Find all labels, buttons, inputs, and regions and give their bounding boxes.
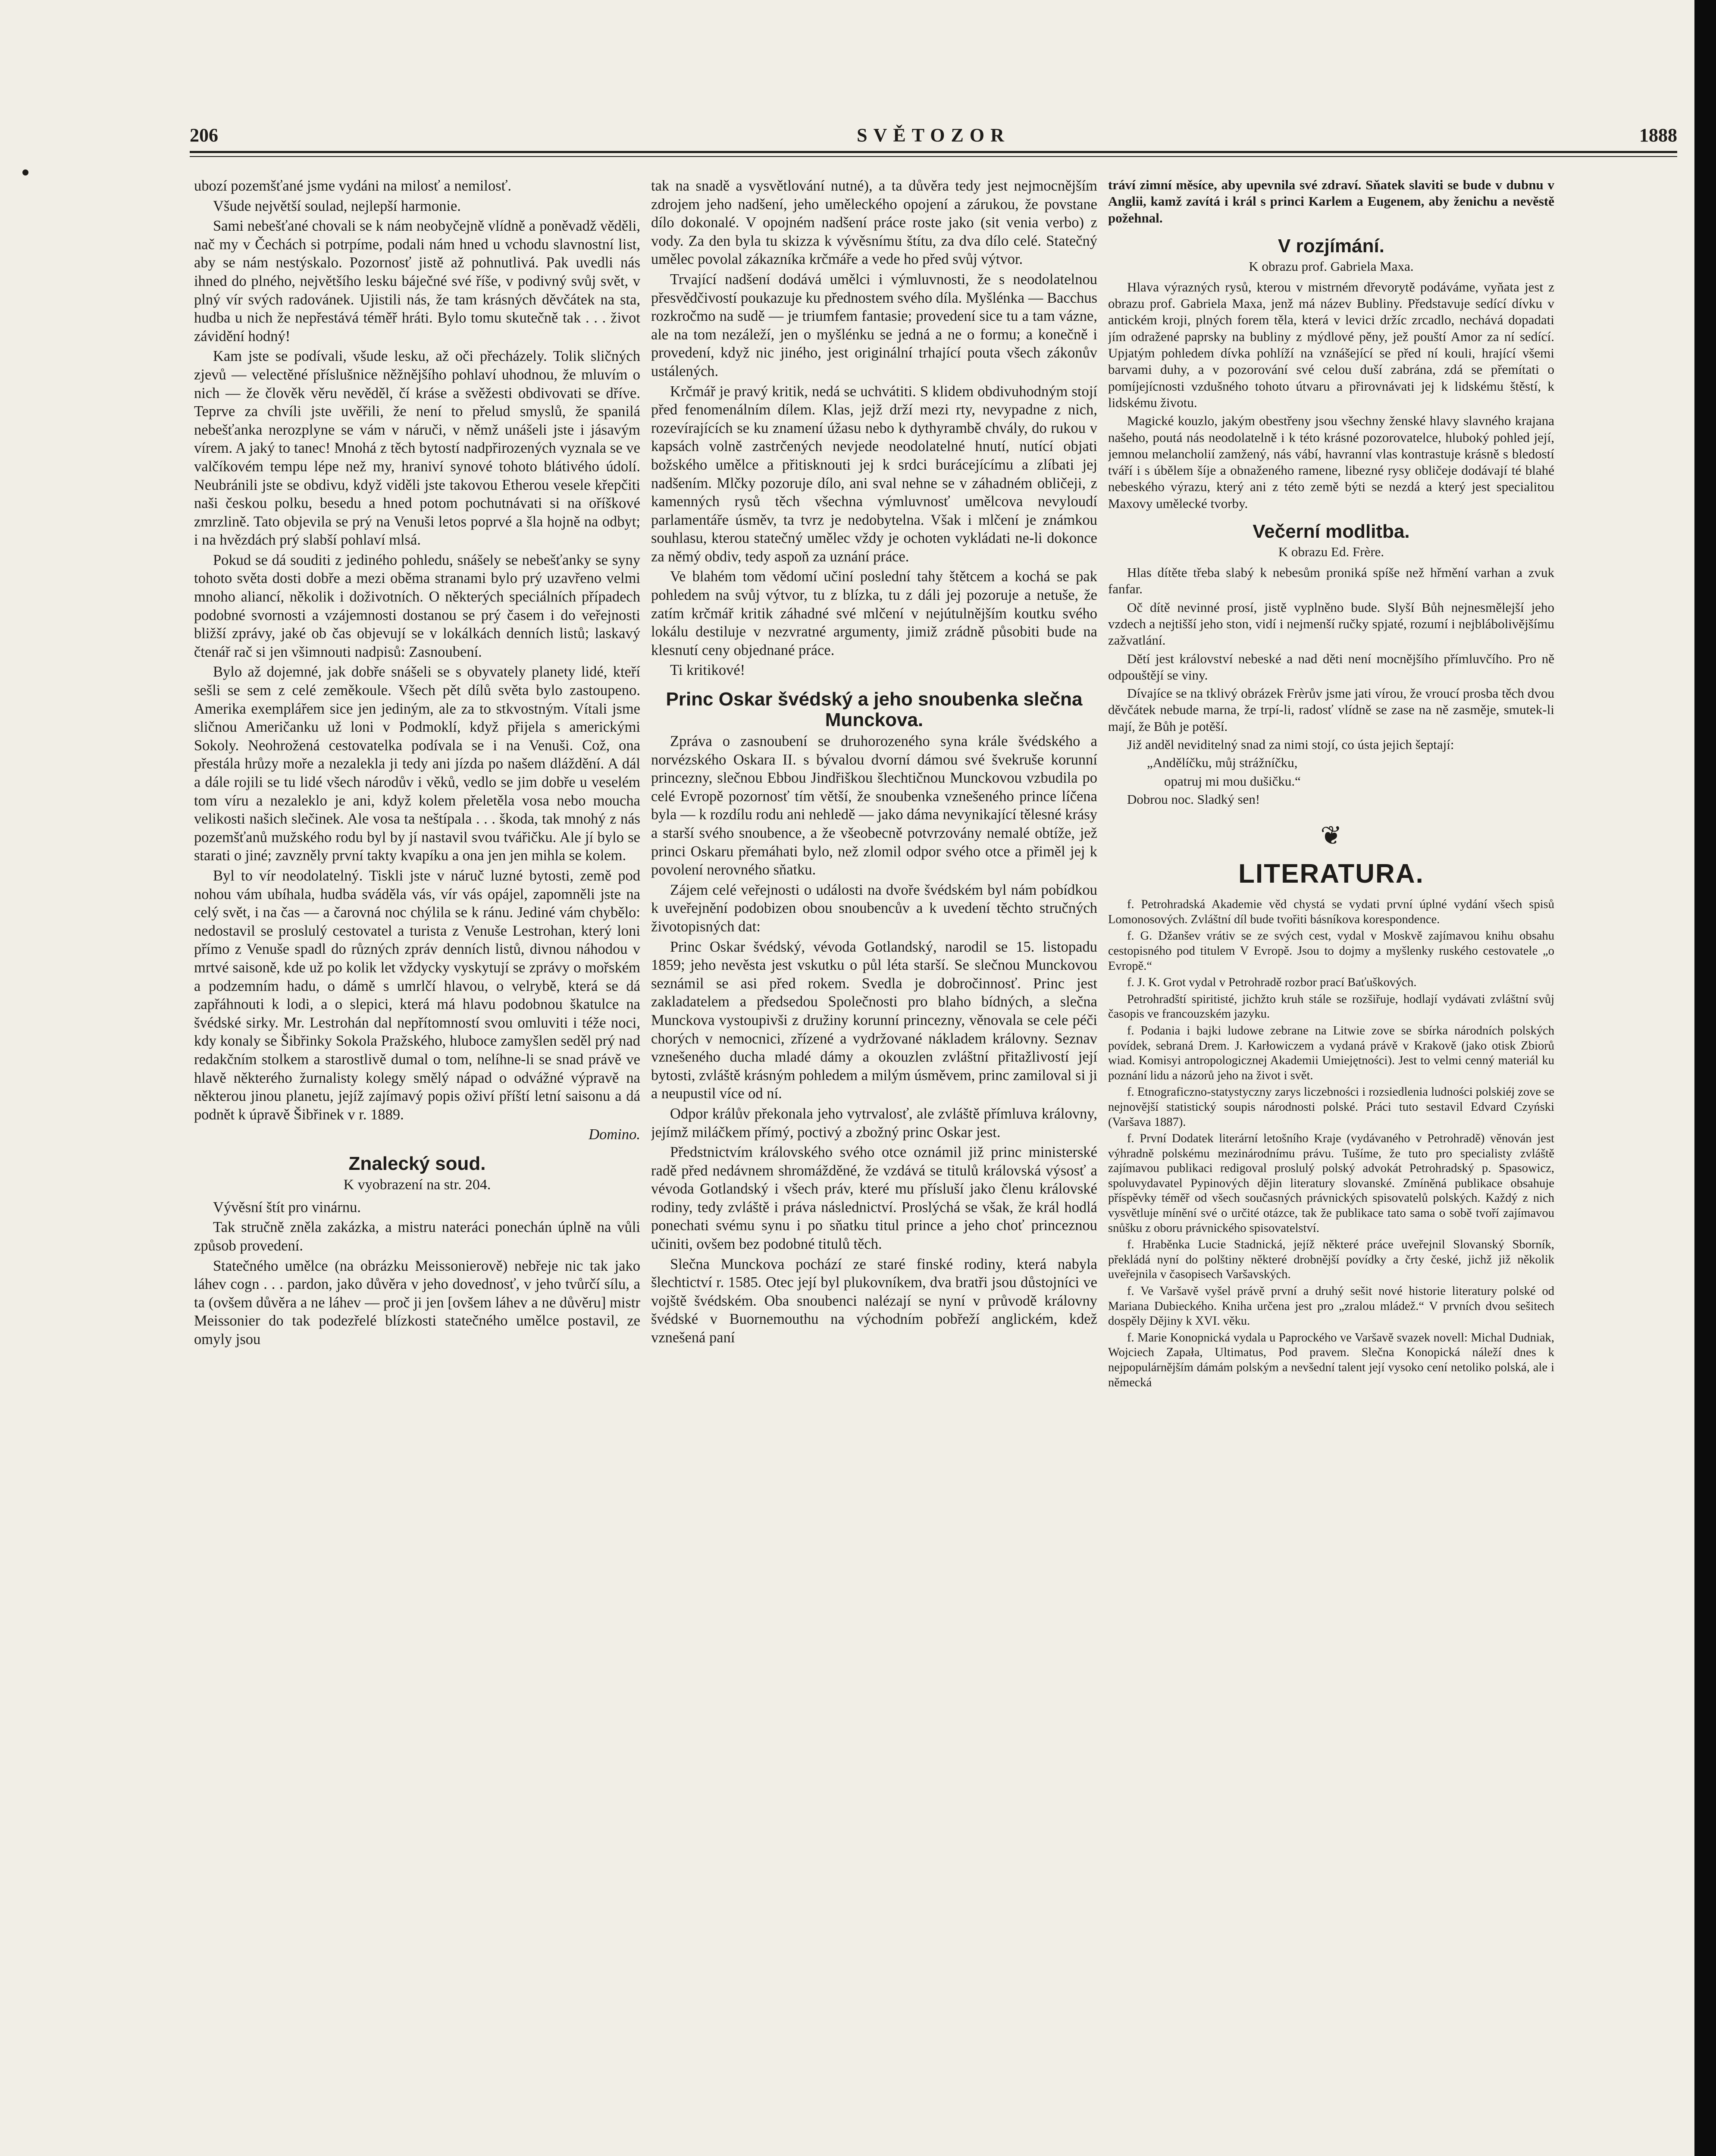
header-rule-thick (190, 151, 1677, 153)
year: 1888 (1639, 125, 1677, 146)
section-subtitle: K obrazu Ed. Frère. (1278, 544, 1384, 560)
section-subtitle: K vyobrazení na str. 204. (343, 1176, 491, 1193)
paragraph: Kam jste se podívali, všude lesku, až oči přecházely. Tolik sličných zjevů — velectěné příslušnice něžnějšího pohlaví uhodnou, že mluvím o nich — že člověk věru nevěděl, čí kráse a svěžesti obdivovati se dříve. Teprve za chvíli jste uvěřili, že není to přelud smyslů, že spanilá nebešťanka nerozplyne se vám v náruči, v němž unášeli jste i jásavým vírem. A jaký to tanec! Mnohá z těch bytostí nadpřirozených vyznala se ve valčíkovém tempu lépe než my, hraniví synové tohoto blátivého údolí. Neubránili jste se obdivu, když viděli jste takovou Etherou vesele křepčiti naši českou polku, besedu a hned potom pochutnávati si na oříškové zmrzlině. Tato objevila se prý na Venuši letos poprvé a šla hojně na odbyt; i na hvězdách prý slabší pohlaví mlsá. (194, 348, 640, 548)
literature-note: Petrohradští spiritisté, jichžto kruh stále se rozšiřuje, hodlají vydávati zvláštní svůj časopis ve francouzském jazyku. (1108, 992, 1554, 1021)
paragraph: Princ Oskar švédský, vévoda Gotlandský, narodil se 15. listopadu 1859; jeho nevěsta jest vskutku o půl léta starší. Se slečnou Munckovou seznámil se asi před rokem. Svedla je dobročinnosť. Princ jest zakladatelem a předsedou Společnosti pro blaho bídných, a slečna Munckova vystoupivši z družiny korunní princezny, věnovala se cele péči chorých v nemocnici, zřízené a vydržované nákladem královny. Seznav vznešeného ducha mladé dámy a okouzlen zvláštní přitažlivostí její bytosti, zvláště krásným pohledem a milým úsměvem, princ zamiloval si ji a neupustil více od ní. (651, 938, 1097, 1102)
paragraph: tak na snadě a vysvětlování nutné), a ta důvěra tedy jest nejmocnějším zdrojem jeho nadšení, jeho uměleckého opojení a zárukou, že povstane dílo dokonalé. V opojném nadšení práce roste jako (sit venia verbo) z vody. Za den byla tu skizza k vývěsnímu štítu, za dva dílo celé. Statečný umělec povolal zákazníka krčmáře a vede ho před svůj výtvor. (651, 178, 1097, 268)
literature-note: f. Marie Konopnická vydala u Paprockého ve Varšavě svazek novell: Michal Dudniak, Wojciech Zapała, Ultimatus, Pod pravem. Slečna Konopická náleží dnes k nejpopulárnějším dámám polským a nevšední talent její vysoko cení netoliko polská, ale i německá (1108, 1331, 1554, 1389)
paragraph: tráví zimní měsíce, aby upevnila své zdraví. Sňatek slaviti se bude v dubnu v Anglii, kamž zavítá i král s princi Karlem a Eugenem, aby ženichu a nevěstě požehnal. (1108, 177, 1554, 226)
paragraph: Slečna Munckova pochází ze staré finské rodiny, která nabyla šlechtictví r. 1585. Otec její byl plukovníkem, dva bratři jsou důstojníci ve vojště švédském. Oba snoubenci nalézají se nyní v průvodě královny švédské v Buornemouthu na východním pobřeží anglickém, kdež vznešená paní (651, 1256, 1097, 1346)
verse-line: Dobrou noc. Sladký sen! (1127, 791, 1260, 807)
section-title-literatura: LITERATURA. (1238, 859, 1424, 889)
paragraph: ubozí pozemšťané jsme vydáni na milosť a nemilosť. (194, 178, 511, 194)
ink-spot (22, 169, 28, 175)
literature-notes (1108, 897, 1554, 1390)
quote-verse (1108, 755, 1554, 808)
paragraph: Trvající nadšení dodává umělci i výmluvnosti, že s neodolatelnou přesvědčivostí poukazuje ku přednostem svého díla. Myšlénka — Bacchus rozkročmo na sudě — je triumfem fantasie; provedení sice tu a tam vázne, ale na tom nezáleží, jen o myšlénku se jedná a ne o formu; a konečně i provedení, když nic jiného, jest originální trhající pouta všech zákonův ustálených. (651, 271, 1097, 379)
paragraph: Dívajíce se na tklivý obrázek Frèrův jsme jati vírou, že vroucí prosba těch dvou děvčátek nebude marna, že trpí-li, radosť vlídně se zase na ně zasměje, smutek-li mají, že Bůh je potěší. (1108, 686, 1554, 734)
literature-note: f. Ve Varšavě vyšel právě první a druhý sešit nové historie literatury polské od Mariana Dubieckého. Kniha určena jest pro „zralou mládež.“ V prvních dvou sešitech dospěly Dějiny k XVI. věku. (1108, 1285, 1554, 1328)
section-subtitle: K obrazu prof. Gabriela Maxa. (1249, 258, 1414, 274)
literature-note: f. Hraběnka Lucie Stadnická, jejíž některé práce uveřejnil Slovanský Sborník, překládá nyní do polštiny některé drobnější povídky a črty české, jichž již několik uveřejnila v časopisech Varšavských. (1108, 1238, 1554, 1282)
verse-line: „Andělíčku, můj strážníčku, (1147, 755, 1298, 771)
paragraph: Odpor králův překonala jeho vytrvalosť, ale zvláště přímluva královny, jejímž miláčkem přímý, poctivý a zbožný princ Oskar jest. (651, 1105, 1097, 1141)
paragraph: Krčmář je pravý kritik, nedá se uchvátiti. S klidem obdivuhodným stojí před fenomenálním dílem. Klas, jejž drží mezi rty, nevypadne z nich, rozevírajících se ku znamení úžasu nebo k dythyrambě chvály, do rukou v kapsách volně zastrčených nevjede neodolatelné hnutí, nutící objati božského umělce a přitisknouti jej k srdci burácejícímu a zlíbati jej nadšením. Mlčky pozoruje dílo, ani sval nehne se v záhadném obličeji, z kamenných rysů těch všechna výmluvnosť umělcova nevyloudí parlamentáře úsměv, ta tvrz je nedobytelna. Však i mlčení je známkou souhlasu, kterou statečný umělec vždy je ochoten vykládati ne-li dokonce za němý obdiv, tedy aspoň za uznání práce. (651, 383, 1097, 565)
section-title-v-rozjimani: V rozjímání. (1278, 235, 1384, 257)
paragraph: Předstnictvím královského svého otce oznámil již princ ministerské radě před nedávnem shromážděné, že vzdává se titulů královská výsosť a vévoda Gotlandský i všech práv, které mu přísluší jako členu královské rodiny, tedy zvláště i práva následnictví. Proslýchá se však, že král hodlá ponechati svému synu i po sňatku titul prince a jeho choť princeznou učiniti, ovšem bez podobné titulů těch. (651, 1144, 1097, 1253)
header-rule-thin (190, 156, 1677, 157)
section-title-princ-oskar: Princ Oskar švédský a jeho snoubenka slečna Munckova. (666, 689, 1083, 731)
paragraph: Tak stručně zněla zakázka, a mistru nateráci ponechán úplně na vůli způsob provedení. (194, 1219, 640, 1254)
literature-note: f. G. Džanšev vrátiv se ze svých cest, vydal v Moskvě zajímavou knihu obsahu cestopisného pod titulem V Evropě. Jsou to dojmy a myšlenky ruského cestovatele „o Evropě.“ (1108, 929, 1554, 973)
paragraph: Dětí jest království nebeské a nad děti není mocnějšího přímluvčího. Pro ně odpouštějí se viny. (1108, 651, 1554, 683)
journal-title: SVĚTOZOR (857, 125, 1010, 146)
scan-edge (1694, 0, 1716, 2156)
paragraph: Všude největší soulad, nejlepší harmonie. (213, 197, 461, 214)
literature-note: f. Podania i bajki ludowe zebrane na Litwie zove se sbírka národních polských povídek, sebraná Drem. J. Karłowiczem a vydaná právě v Krakově (jako otisk Zbiorů wiad. Komisyi antropologicznej Akademii Umiejętności). Jest to velmi cenný materiál ku poznání lidu a názorů jeho na život i svět. (1108, 1024, 1554, 1082)
paragraph: Byl to vír neodolatelný. Tiskli jste v náruč luzné bytosti, země pod nohou vám ubíhala, hudba sváděla vás, vír vás opájel, zapomněli jste na celý svět, i na čas — a čarovná noc chýlila se k ránu. Jediné vám chybělo: nedostavil se proslulý cestovatel a turista z Venuše Lestrohan, který loni přímo z Venuše spadl do různých zpráv denních listů, divnou náhodou v mrtvé saisoně, kde už po kolik let vždycky vyskytují se zprávy o mořském a podzemním hadu, o dámě s umrlčí hlavou, o velrybě, která se dá zapřáhnouti k lodi, a o slepici, která má hlavu podobnou škatulce na švédské sirky. Mr. Lestrohán dal nepřítomností svou omluviti i téže noci, kdy konaly se Šibřinky Sokola Pražského, hluboce zamyšlen seděl prý nad redakčním stolkem a starostlivě dumal o tom, nelíhne-li se snad právě ve hlavě některého žurnalisty kolegy smělý nápad o odvážné výpravě na některou jinou planetu, jejíž zajímavý popis oživí příští letní saisonu a dá podnět k úpravě Šibřinek v r. 1889. (194, 867, 640, 1123)
ornament-leaf-icon: ❦ (1320, 821, 1342, 850)
paragraph: Bylo až dojemné, jak dobře snášeli se s obyvately planety lidé, kteří sešli se sem z celé zeměkoule. Všech pět dílů světa bylo zastoupeno. Amerika exemplářem sice jen jediným, ale za to stkvostným. Vítali jsme sličnou Američanku už loni v Podmoklí, když přijela s americkými Sokoly. Neohrožená cestovatelka podívala se i na Venuši. Což, ona přestála hrůzy moře a nezalekla ji tedy ani jízda po našem dláždění. A dál a dále rojili se tu lidé všech národův i věků, vedlo se jim dobře u veselém tom víru a nezaleklo je ani, když kolem přeletěla vosa nebo moucha velikosti našich slečinek. Ale vosa ta neštípala . . . škoda, tak mnohý z nás pozemšťanů mužského rodu byl by jí nastavil svou tvářičku. Ale jí bylo se starati o jiné; zavzněly první takty kvapíku a ona jen jen mihla se kolem. (194, 664, 640, 864)
literature-note: f. Etnograficzno-statystyczny zarys liczebności i rozsiedlenia ludności polskiéj zove se nejnovější statistický soupis národnosti polské. Práci tuto sestavil Edvard Czyński (Varšava 1887). (1108, 1085, 1554, 1129)
column-right (1108, 177, 1554, 2156)
column-middle (651, 177, 1097, 2156)
page-header (190, 124, 1677, 150)
verse-line: opatruj mi mou dušičku.“ (1164, 773, 1301, 789)
paragraph: Hlava výrazných rysů, kterou v mistrném dřevorytě podáváme, vyňata jest z obrazu prof. Gabriela Maxa, jenž má název Bubliny. Představuje sedící dívku v antickém kroji, plných forem těla, která v levici držíc zrcadlo, nechává dopadati jím odražené paprsky na bubliny z mýdlové pěny, jež pouští Amor za ní sedící. Upjatým pohledem dívka pohlíží na vznášející se před ní kouli, hrající všemi barvami duhy, a v pozorování své celou duší zabrána, zdá se přemítati o pomíjejícnosti vzdušného tohoto útvaru a přirovnávati jej k lidskému štěstí, k lidskému životu. (1108, 279, 1554, 410)
signature: Domino. (589, 1126, 640, 1143)
literature-note: f. J. K. Grot vydal v Petrohradě rozbor prací Baťuškových. (1127, 976, 1417, 990)
paragraph: Statečného umělce (na obrázku Meissonierově) nebřeje nic tak jako láhev cogn . . . pardon, jako důvěra v jeho dovednosť, v jeho tvůrčí sílu, a ta (ovšem důvěra a ne láhev — proč ji jen [ovšem láhev a ne důvěru] mistr Meissonier do tak podezřelé blízkosti statečného umělce postavil, ze omyly jsou (194, 1257, 640, 1348)
paragraph: Hlas dítěte třeba slabý k nebesům proniká spíše než hřmění varhan a zvuk fanfar. (1108, 565, 1554, 597)
paragraph: Zájem celé veřejnosti o události na dvoře švédském byl nám pobídkou k uveřejnění podobizen obou snoubencův a k uvedení těchto stručných životopisných dat: (651, 881, 1097, 935)
paragraph: Oč dítě nevinné prosí, jistě vyplněno bude. Slyší Bůh nejnesmělejší jeho vzdech a nejtišší jeho ston, vidí i nejmenší ručky spjaté, rozumí i nejblábolivějšímu zažvatlání. (1108, 599, 1554, 648)
literature-note: f. První Dodatek literární letošního Kraje (vydávaného v Petrohradě) věnován jest výhradně polskému mezinárodnímu právu. Tušíme, že tuto pro specialisty zvláště zajímavou publikaci redigoval proslulý polský advokát Petrohradský p. Spasowicz, spoluvydavatel Pypinových dějin literatury slovanské. Zmíněná publikace obsahuje příspěvky téměř od všech současných právnických spisovatelů polských. Každý z nich vysvětluje mínění své o určité otázce, tak že publikace tato sama o sobě tvoří zajímavou snůšku z oboru právnického spisovatelství. (1108, 1132, 1554, 1235)
literature-note: f. Petrohradská Akademie věd chystá se vydati první úplné vydání všech spisů Lomonosových. Zvláštní díl bude tvořiti básníkova korespondence. (1108, 898, 1554, 926)
paragraph: Pokud se dá souditi z jediného pohledu, snášely se nebešťanky se syny tohoto světa dosti dobře a mezi oběma stranami bylo prý uzavřeno velmi mnoho aliancí, několik i doživotních. O některých speciálních případech podobné svornosti a vzájemnosti dostanou se prý časem i do veřejnosti bližší zprávy, jaké ob čas objevují se v lokálkách denních listů; laskavý čtenář rač si jen všimnouti nadpisů: Zasnoubení. (194, 552, 640, 660)
paragraph: Vývěsní štít pro vinárnu. (213, 1199, 361, 1216)
paragraph: Magické kouzlo, jakým obestřeny jsou všechny ženské hlavy slavného krajana našeho, poutá nás neodolatelně i k této krásné pozorovatelce, hluboký pohled její, jemnou melancholií zamžený, nás vábí, havranní vlas kontrastuje krásně s bledostí tváří i s úbělem šíje a obnaženého ramene, libezné rysy obličeje dodávají té blahé nebeského výrazu, který ani z této země býti se nezdá a který jest specialitou Maxovy umělecké tvorby. (1108, 413, 1554, 511)
paragraph: Sami nebešťané chovali se k nám neobyčejně vlídně a poněvadž věděli, nač my v Čechách si potrpíme, podali nám hned u vchodu slavnostní list, aby se nám nestýskalo. Pozornosť jistě až pohnutlivá. Pak uvedli nás ihned do plného, největšího lesku báječné své říše, v podivný svůj svět, v plný vír svých radovánek. Ujistili nás, že tam krásných děvčátek na sta, hudba u nich že nepřestává téměř hráti. Bylo tomu skutečně tak . . . život závidění hodný! (194, 218, 640, 345)
column-left (194, 177, 640, 2156)
section-title-znalecky-soud: Znalecký soud. (348, 1153, 486, 1174)
paragraph: Již anděl neviditelný snad za nimi stojí, co ústa jejich šeptají: (1127, 737, 1454, 752)
paragraph: Zpráva o zasnoubení se druhorozeného syna krále švédského a norvézského Oskara II. s bývalou dvorní dámou své švekruše korunní princezny, slečnou Ebbou Jindřiškou šlechtičnou Munckovou vzbudila po celé Evropě pozornosť tím větší, že snoubenka vznešeného prince líčena byla — k rozdílu rodu ani nehledě — jako dáma nevynikající tělesné krásy a starší svého snoubence, a že všeobecně potvrzovány nemalé obtíže, jež princi Oskaru přemáhati bylo, než zlomil odpor svého otce a přiměl jej k povolení nerovného sňatku. (651, 733, 1097, 878)
paragraph: Ve blahém tom vědomí učiní poslední tahy štětcem a kochá se pak pohledem na svůj výtvor, tu z blízka, tu z dáli jej pozoruje a netuše, že zatím krčmář kritik záhadné své mlčení v nejútulnějším koutku svého lokálu destiluje v nezvratné argumenty, jimiž zrádně působiti bude na klesnutí ceny objednané práce. (651, 568, 1097, 658)
paragraph: Ti kritikové! (670, 662, 745, 679)
page-number: 206 (190, 125, 218, 146)
section-title-vecerni-modlitba: Večerní modlitba. (1253, 521, 1410, 542)
